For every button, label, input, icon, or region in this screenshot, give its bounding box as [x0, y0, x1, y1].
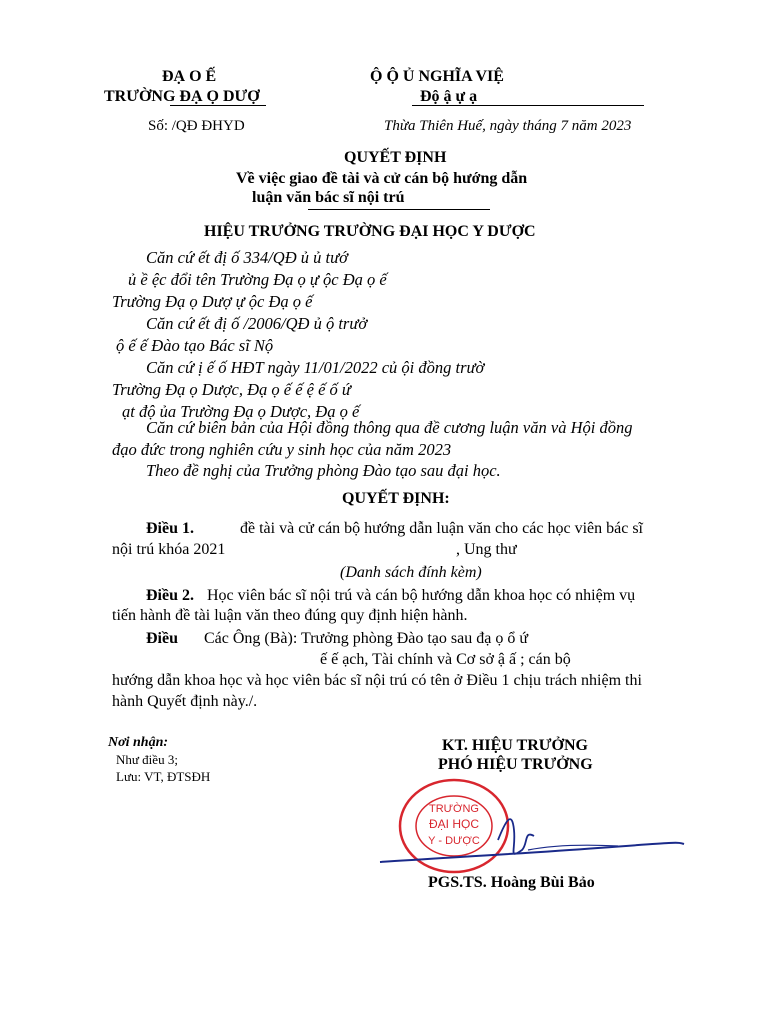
preamble-2-line2: ộ ế ế Đào tạo Bác sĩ Nộ: [116, 336, 274, 355]
article-1-line2a: nội trú khóa 2021: [112, 541, 226, 558]
preamble-5-line1: Theo đề nghị của Trưởng phòng Đào tạo sau đại học.: [146, 461, 501, 480]
article-3-line2: ế ế ạch, Tài chính và Cơ sở ậ ấ ; cán bộ: [320, 651, 571, 668]
header-org-line1: ĐẠ O Ế: [162, 68, 217, 85]
preamble-3-line1: Căn cứ ị ế ố HĐT ngày 11/01/2022 củ ội đồng trườ: [146, 358, 485, 377]
stamp-line-2: ĐẠI HỌC: [428, 817, 480, 831]
article-3-label: Điều: [146, 630, 178, 647]
article-1-note: (Danh sách đính kèm): [340, 564, 482, 581]
signature-title-1: KT. HIỆU TRƯỞNG: [442, 737, 588, 754]
preamble-3-line3: ạt độ ủa Trường Đạ ọ Dược, Đạ ọ ế: [122, 402, 360, 421]
place-date: Thừa Thiên Huế, ngày tháng 7 năm 2023: [384, 118, 632, 134]
article-3-line1: Các Ông (Bà): Trưởng phòng Đào tạo sau đạ ọ ổ ứ: [204, 630, 528, 647]
authority-heading: HIỆU TRƯỞNG TRƯỜNG ĐẠI HỌC Y DƯỢC: [204, 223, 536, 240]
handwritten-signature: [378, 800, 688, 880]
recipients-line1: Như điều 3;: [116, 752, 178, 767]
header-motto: Độ ậ ự ạ: [420, 88, 478, 105]
preamble-4-line2: đạo đức trong nghiên cứu y sinh học của năm 2023: [112, 440, 452, 459]
header-left-rule: [170, 105, 266, 106]
preamble-1: [112, 247, 387, 313]
article-2-line1: Học viên bác sĩ nội trú và cán bộ hướng dẫn khoa học có nhiệm vụ: [207, 587, 636, 604]
preamble-2: [112, 313, 367, 357]
article-3-line3: hướng dẫn khoa học và học viên bác sĩ nội trú có tên ở Điều 1 chịu trách nhiệm thi: [112, 672, 642, 689]
decision-heading: QUYẾT ĐỊNH:: [342, 490, 450, 507]
signature-title-2: PHÓ HIỆU TRƯỞNG: [438, 756, 593, 773]
article-2-label: Điều 2.: [146, 587, 194, 604]
signer-name: PGS.TS. Hoàng Bùi Bảo: [428, 874, 595, 891]
header-org-line2: TRƯỜNG ĐẠ Ọ DƯỢ: [104, 88, 260, 105]
header-right-rule: [412, 105, 644, 106]
article-3-line4: hành Quyết định này./.: [112, 693, 258, 710]
preamble-1-line3: Trường Đạ ọ Dượ ự ộc Đạ ọ ế: [112, 292, 313, 311]
preamble-3-line2: Trường Đạ ọ Dược, Đạ ọ ế ế ệ ế ố ứ: [112, 380, 351, 399]
header-nation-line1: Ộ Ộ Ủ NGHĨA VIỆ: [370, 68, 504, 85]
title-heading: QUYẾT ĐỊNH: [344, 149, 447, 166]
preamble-2-line1: Căn cứ ết đị ố /2006/QĐ ủ ộ trưở: [146, 314, 368, 333]
title-rule: [308, 209, 490, 210]
preamble-4: [112, 417, 632, 461]
stamp-line-3: Y - DƯỢC: [428, 835, 480, 847]
article-2-line2: tiến hành đề tài luận văn theo đúng quy định hiện hành.: [112, 607, 468, 624]
stamp-line-1: TRƯỜNG: [429, 803, 479, 815]
title-subject-line1: Về việc giao đề tài và cử cán bộ hướng dẫn: [236, 170, 528, 187]
article-1-line2b: , Ung thư: [456, 541, 517, 558]
article-1-label: Điều 1.: [146, 520, 194, 537]
preamble-3: [112, 357, 484, 423]
preamble-5: [112, 460, 501, 482]
document-number: Số: /QĐ ĐHYD: [148, 118, 245, 134]
recipients-label: Nơi nhận:: [108, 735, 169, 750]
preamble-1-line2: ủ ề ệc đổi tên Trường Đạ ọ ự ộc Đạ ọ ế: [128, 270, 387, 289]
title-subject-line2: luận văn bác sĩ nội trú: [252, 189, 405, 206]
preamble-4-line1: Căn cứ biên bản của Hội đồng thông qua đề cương luận văn và Hội đồng: [146, 418, 633, 437]
article-1-line1: đề tài và cử cán bộ hướng dẫn luận văn cho các học viên bác sĩ: [240, 520, 643, 537]
preamble-1-line1: Căn cứ ết đị ố 334/QĐ ủ ủ tướ: [146, 248, 348, 267]
recipients-line2: Lưu: VT, ĐTSĐH: [116, 769, 211, 784]
